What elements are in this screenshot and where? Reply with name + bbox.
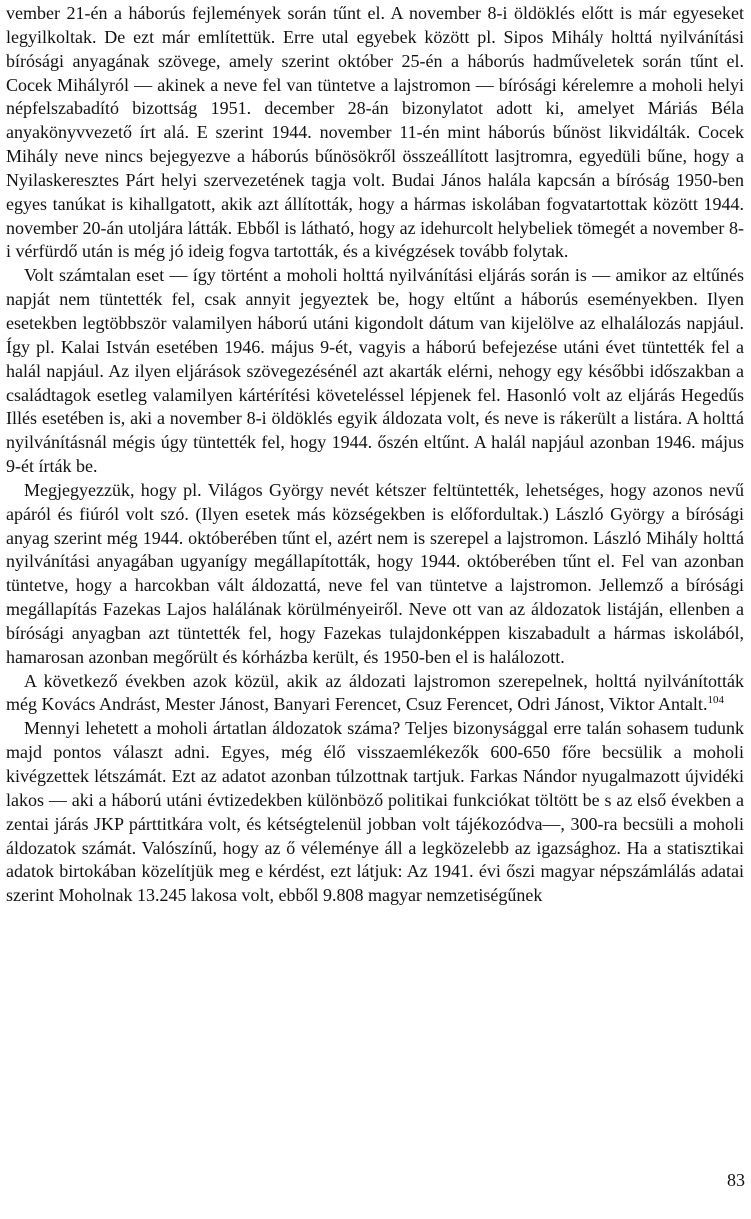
body-text [6, 2, 744, 908]
paragraph-4-text: A következő években azok közül, akik az áldozati lajstromon szerepelnek, holttá nyilvánították még Kovács Andrást, Mester Jánost, Banyari Ferencet, Csuz Ferencet, Odri Jánost, Viktor Antalt. [6, 670, 744, 715]
paragraph-1: vember 21-én a háborús fejlemények során tűnt el. A november 8-i öldöklés előtt is már egyeseket legyilkoltak. De ezt már említettük. Erre utal egyebek között pl. Sipos Mihály holttá nyilvánítási bírósági anyagának szövege, amely szerint október 25-én a háborús hadműveletek során tűnt el. Cocek Mihályról — akinek a neve fel van tüntetve a lajstromon — bírósági kérelemre a moholi helyi népfelszabadító bizottság 1951. december 28-án bizonylatot adott ki, amelyet Máriás Béla anyakönyvvezető írt alá. E szerint 1944. november 11-én mint háborús bűnöst likvidálták. Cocek Mihály neve nincs bejegyezve a háborús bűnösökről összeállított lasjtromra, egyedüli bűne, hogy a Nyilaskeresztes Párt helyi szervezetének tagja volt. Budai János halála kapcsán a bíróság 1950-ben egyes tanúkat is kihallgatott, akik azt állították, hogy a hármas iskolában fogvatartottak között 1944. november 20-án utoljára látták. Ebből is látható, hogy az idehurcolt helybeliek tömegét a november 8-i vérfürdő után is még jó ideig fogva tartották, és a kivégzések tovább folytak. [6, 3, 744, 262]
page-number: 83 [727, 1170, 745, 1190]
paragraph-5: Mennyi lehetett a moholi ártatlan áldozatok száma? Teljes bizonysággal erre talán sohasem tudunk majd pontos választ adni. Egyes, még élő visszaemlékezők 600-650 főre becsülik a moholi kivégzettek létszámát. Ezt az adatot azonban túlzottnak tartjuk. Farkas Nándor nyugalmazott újvidéki lakos — aki a háború utáni évtizedekben különböző politikai funkciókat töltött be s az első években a zentai járás JKP párttitkára volt, és kétségtelenül jobban volt tájékozódva—, 300-ra becsüli a moholi áldozatok számát. Valószínű, hogy az ő véleménye áll a legközelebb az igazsághoz. Ha a statisztikai adatok birtokában közelítjük meg e kérdést, ezt látjuk: Az 1941. évi őszi magyar népszámlálás adatai szerint Moholnak 13.245 lakosa volt, ebből 9.808 magyar nemzetiségűnek [6, 718, 744, 906]
footnote-reference: 104 [707, 694, 724, 707]
paragraph-2: Volt számtalan eset — így történt a moholi holttá nyilvánítási eljárás során is — amikor az eltűnés napját nem tüntették fel, csak annyit jegyeztek be, hogy eltűnt a háborús eseményekben. Ilyen esetekben legtöbbször valamilyen háború utáni kigondolt dátum van kijelölve az elhalálozás napjául. Így pl. Kalai István esetében 1946. május 9-ét, vagyis a háború befejezése utáni évet tüntették fel a halál napjául. Az ilyen eljárások szövegezésénél azt akarták elérni, nehogy egy későbbi időszakban a családtagok esetleg valamilyen kártérítési követeléssel lépjenek fel. Hasonló volt az eljárás Hegedűs Illés esetében is, aki a november 8-i öldöklés egyik áldozata volt, és neve is rákerült a listára. A holttá nyilvánításnál mégis úgy tüntették fel, hogy 1944. őszén eltűnt. A halál napjául azonban 1946. május 9-ét írták be. [6, 265, 744, 477]
paragraph-4 [6, 670, 744, 718]
paragraph-3: Megjegyezzük, hogy pl. Világos György nevét kétszer feltüntették, lehetséges, hogy azonos nevű apáról és fiúról volt szó. (Ilyen esetek más községekben is előfordultak.) László György a bírósági anyag szerint még 1944. októberében tűnt el, azért nem is szerepel a lajstromon. László Mihály holttá nyilvánítási anyagában ugyanígy megállapították, hogy 1944. októberében tűnt el. Fel van azonban tüntetve, hogy a harcokban vált áldozattá, neve fel van tüntetve a lajstromon. Jellemző a bírósági megállapítás Fazekas Lajos halálának körülményeiről. Neve ott van az áldozatok listáján, ellenben a bírósági anyagban azt tüntették fel, hogy Fazekas tulajdonképpen kiszabadult a hármas iskolából, hamarosan azonban megőrült és kórházba került, és 1950-ben el is halálozott. [6, 479, 744, 667]
